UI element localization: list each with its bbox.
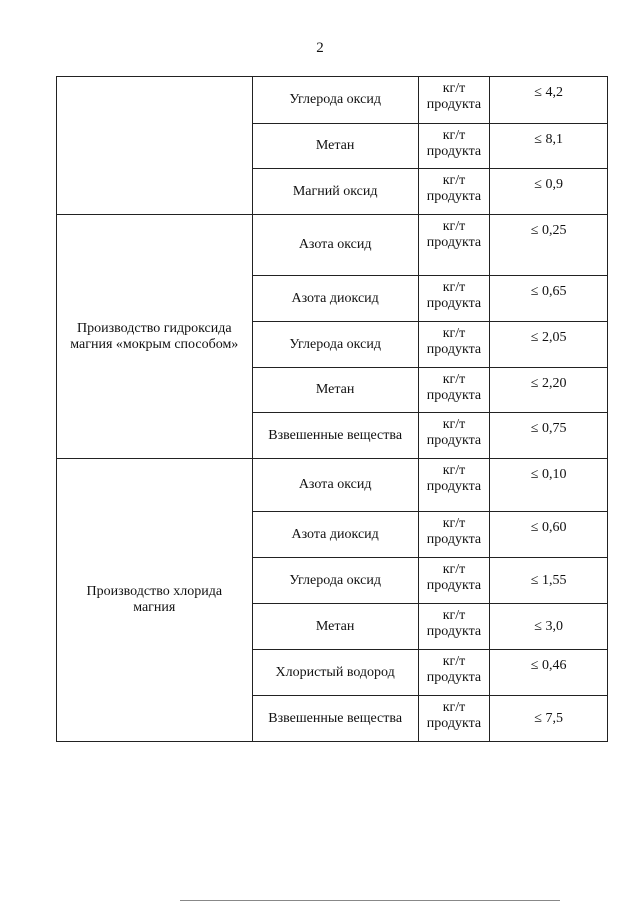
unit-cell xyxy=(418,169,490,215)
substance-cell: Магний оксид xyxy=(252,169,418,215)
unit-cell xyxy=(418,215,490,276)
unit-cell xyxy=(418,604,490,650)
substance-cell: Азота оксид xyxy=(252,459,418,512)
unit-line-2: продукта xyxy=(426,479,482,494)
limit-value-cell: ≤ 0,65 xyxy=(490,276,608,322)
limit-value-cell: ≤ 4,2 xyxy=(490,77,608,124)
unit-line-2: продукта xyxy=(426,144,482,159)
substance-cell: Метан xyxy=(252,604,418,650)
unit-line-1: кг/т xyxy=(442,700,466,715)
unit-cell xyxy=(418,413,490,459)
substance-cell: Метан xyxy=(252,124,418,169)
production-process-cell: Производство гидроксида магния «мокрым способом» xyxy=(57,215,253,459)
limit-value-cell: ≤ 0,75 xyxy=(490,413,608,459)
limit-value-cell: ≤ 1,55 xyxy=(490,558,608,604)
unit-line-1: кг/т xyxy=(442,128,466,143)
unit-line-2: продукта xyxy=(426,189,482,204)
limit-value-cell: ≤ 2,20 xyxy=(490,368,608,413)
table-row xyxy=(57,77,608,124)
unit-cell xyxy=(418,558,490,604)
unit-line-1: кг/т xyxy=(442,219,466,234)
limit-value-cell: ≤ 0,10 xyxy=(490,459,608,512)
unit-line-2: продукта xyxy=(426,235,482,250)
unit-cell xyxy=(418,124,490,169)
limit-value-cell: ≤ 0,46 xyxy=(490,650,608,696)
unit-cell xyxy=(418,512,490,558)
unit-line-2: продукта xyxy=(426,670,482,685)
substance-cell: Углерода оксид xyxy=(252,322,418,368)
unit-line-2: продукта xyxy=(426,388,482,403)
unit-line-2: продукта xyxy=(426,433,482,448)
unit-cell xyxy=(418,459,490,512)
limit-value-cell: ≤ 8,1 xyxy=(490,124,608,169)
unit-line-1: кг/т xyxy=(442,654,466,669)
unit-line-1: кг/т xyxy=(442,608,466,623)
substance-cell: Азота диоксид xyxy=(252,512,418,558)
unit-line-1: кг/т xyxy=(442,562,466,577)
limit-value-cell: ≤ 7,5 xyxy=(490,696,608,742)
page-number: 2 xyxy=(316,40,324,56)
production-process-cell: Производство хлорида магния xyxy=(57,459,253,742)
unit-line-1: кг/т xyxy=(442,372,466,387)
unit-line-1: кг/т xyxy=(442,326,466,341)
limit-value-cell: ≤ 0,25 xyxy=(490,215,608,276)
limit-value-cell: ≤ 3,0 xyxy=(490,604,608,650)
unit-cell xyxy=(418,696,490,742)
unit-line-1: кг/т xyxy=(442,516,466,531)
limit-value-cell: ≤ 2,05 xyxy=(490,322,608,368)
substance-cell: Углерода оксид xyxy=(252,558,418,604)
unit-cell xyxy=(418,650,490,696)
production-process-cell xyxy=(57,77,253,215)
unit-line-1: кг/т xyxy=(442,463,466,478)
unit-line-1: кг/т xyxy=(442,280,466,295)
unit-cell xyxy=(418,368,490,413)
limit-value-cell: ≤ 0,60 xyxy=(490,512,608,558)
emissions-table xyxy=(56,76,608,742)
unit-line-2: продукта xyxy=(426,578,482,593)
substance-cell: Азота оксид xyxy=(252,215,418,276)
unit-line-2: продукта xyxy=(426,97,482,112)
unit-line-1: кг/т xyxy=(442,173,466,188)
substance-cell: Углерода оксид xyxy=(252,77,418,124)
substance-cell: Взвешенные вещества xyxy=(252,413,418,459)
unit-line-2: продукта xyxy=(426,716,482,731)
substance-cell: Метан xyxy=(252,368,418,413)
table-row xyxy=(57,459,608,512)
unit-line-2: продукта xyxy=(426,342,482,357)
substance-cell: Хлористый водород xyxy=(252,650,418,696)
unit-line-2: продукта xyxy=(426,532,482,547)
unit-line-2: продукта xyxy=(426,296,482,311)
limit-value-cell: ≤ 0,9 xyxy=(490,169,608,215)
substance-cell: Взвешенные вещества xyxy=(252,696,418,742)
table-row xyxy=(57,215,608,276)
scan-edge-line xyxy=(180,900,560,901)
unit-line-1: кг/т xyxy=(442,81,466,96)
substance-cell: Азота диоксид xyxy=(252,276,418,322)
unit-line-2: продукта xyxy=(426,624,482,639)
unit-line-1: кг/т xyxy=(442,417,466,432)
unit-cell xyxy=(418,276,490,322)
unit-cell xyxy=(418,77,490,124)
unit-cell xyxy=(418,322,490,368)
